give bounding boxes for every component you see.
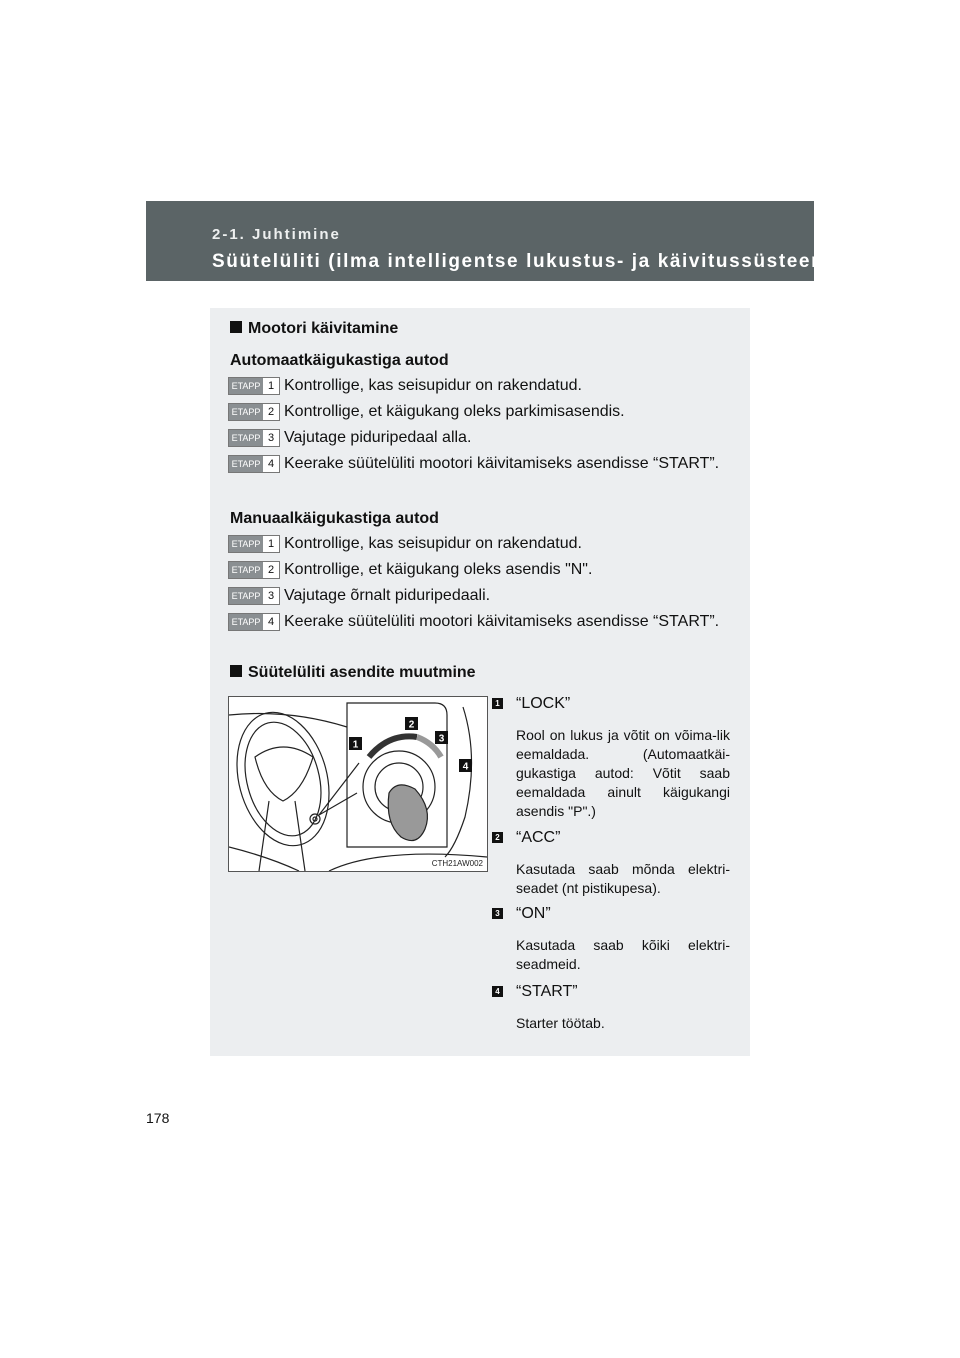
step-badge: ETAPP 1 bbox=[228, 377, 280, 395]
manual-step-2 bbox=[228, 558, 728, 582]
position-title: “ON” bbox=[516, 905, 551, 922]
step-badge: ETAPP 2 bbox=[228, 561, 280, 579]
position-title: “LOCK” bbox=[516, 695, 571, 712]
auto-step-1 bbox=[228, 374, 728, 398]
auto-step-3 bbox=[228, 426, 728, 450]
step-text: Vajutage piduripedaal alla. bbox=[284, 429, 472, 446]
step-badge: ETAPP 4 bbox=[228, 455, 280, 473]
position-description: Kasutada saab mõnda elektri-seadet (nt pistikupesa). bbox=[516, 861, 730, 896]
figure-callout-4: 4 bbox=[462, 761, 469, 773]
heading-switch-positions: Süütelüliti asendite muutmine bbox=[230, 664, 476, 682]
position-on bbox=[492, 904, 730, 974]
position-marker: 4 bbox=[492, 986, 503, 997]
section-label: 2-1. Juhtimine bbox=[212, 226, 341, 243]
dashboard-drawing bbox=[229, 697, 487, 871]
step-badge: ETAPP 2 bbox=[228, 403, 280, 421]
square-bullet-icon bbox=[230, 321, 242, 333]
page-number: 178 bbox=[146, 1110, 170, 1126]
position-title: “ACC” bbox=[516, 829, 561, 846]
step-badge: ETAPP 1 bbox=[228, 535, 280, 553]
step-text: Keerake süütelüliti mootori käivitamiseks asendisse “START”. bbox=[284, 613, 720, 630]
figure-code: CTH21AW002 bbox=[431, 859, 483, 868]
position-lock bbox=[492, 694, 730, 821]
position-marker: 2 bbox=[492, 832, 503, 843]
square-bullet-icon bbox=[230, 665, 242, 677]
step-text: Kontrollige, kas seisupidur on rakendatud. bbox=[284, 377, 582, 394]
auto-step-4 bbox=[228, 452, 728, 476]
position-description: Kasutada saab kõiki elektri-seadmeid. bbox=[516, 937, 730, 972]
heading-start-engine: Mootori käivitamine bbox=[230, 320, 398, 338]
manual-step-4 bbox=[228, 610, 728, 634]
subheading-automatic: Automaatkäigukastiga autod bbox=[230, 352, 449, 369]
figure-callout-3: 3 bbox=[438, 733, 445, 745]
position-title: “START” bbox=[516, 983, 578, 1000]
position-start bbox=[492, 982, 730, 1033]
chapter-title: Süütelüliti (ilma intelligentse lukustus- ja käivitussüsteemita) bbox=[212, 251, 865, 272]
ignition-switch-illustration bbox=[228, 696, 488, 872]
content-panel bbox=[210, 308, 750, 1056]
step-text: Kontrollige, et käigukang oleks parkimisasendis. bbox=[284, 403, 625, 420]
position-marker: 1 bbox=[492, 698, 503, 709]
position-marker: 3 bbox=[492, 908, 503, 919]
position-description: Rool on lukus ja võtit on võima-lik eemaldada. (Automaatkäi-gukastiga autod: Võtit saab eemaldada ainult käigukangi asendis "P".) bbox=[516, 727, 730, 819]
position-acc bbox=[492, 828, 730, 898]
step-text: Vajutage õrnalt piduripedaali. bbox=[284, 587, 491, 604]
step-badge: ETAPP 3 bbox=[228, 587, 280, 605]
step-text: Kontrollige, et käigukang oleks asendis "N". bbox=[284, 561, 593, 578]
figure-callout-1: 1 bbox=[352, 739, 359, 751]
manual-step-3 bbox=[228, 584, 728, 608]
chapter-header bbox=[146, 201, 865, 281]
step-text: Keerake süütelüliti mootori käivitamiseks asendisse “START”. bbox=[284, 455, 720, 472]
subheading-manual: Manuaalkäigukastiga autod bbox=[230, 510, 439, 527]
figure-callout-2: 2 bbox=[408, 719, 415, 731]
position-description: Starter töötab. bbox=[516, 1015, 605, 1031]
step-text: Kontrollige, kas seisupidur on rakendatud. bbox=[284, 535, 582, 552]
step-badge: ETAPP 3 bbox=[228, 429, 280, 447]
step-badge: ETAPP 4 bbox=[228, 613, 280, 631]
auto-step-2 bbox=[228, 400, 728, 424]
manual-step-1 bbox=[228, 532, 728, 556]
